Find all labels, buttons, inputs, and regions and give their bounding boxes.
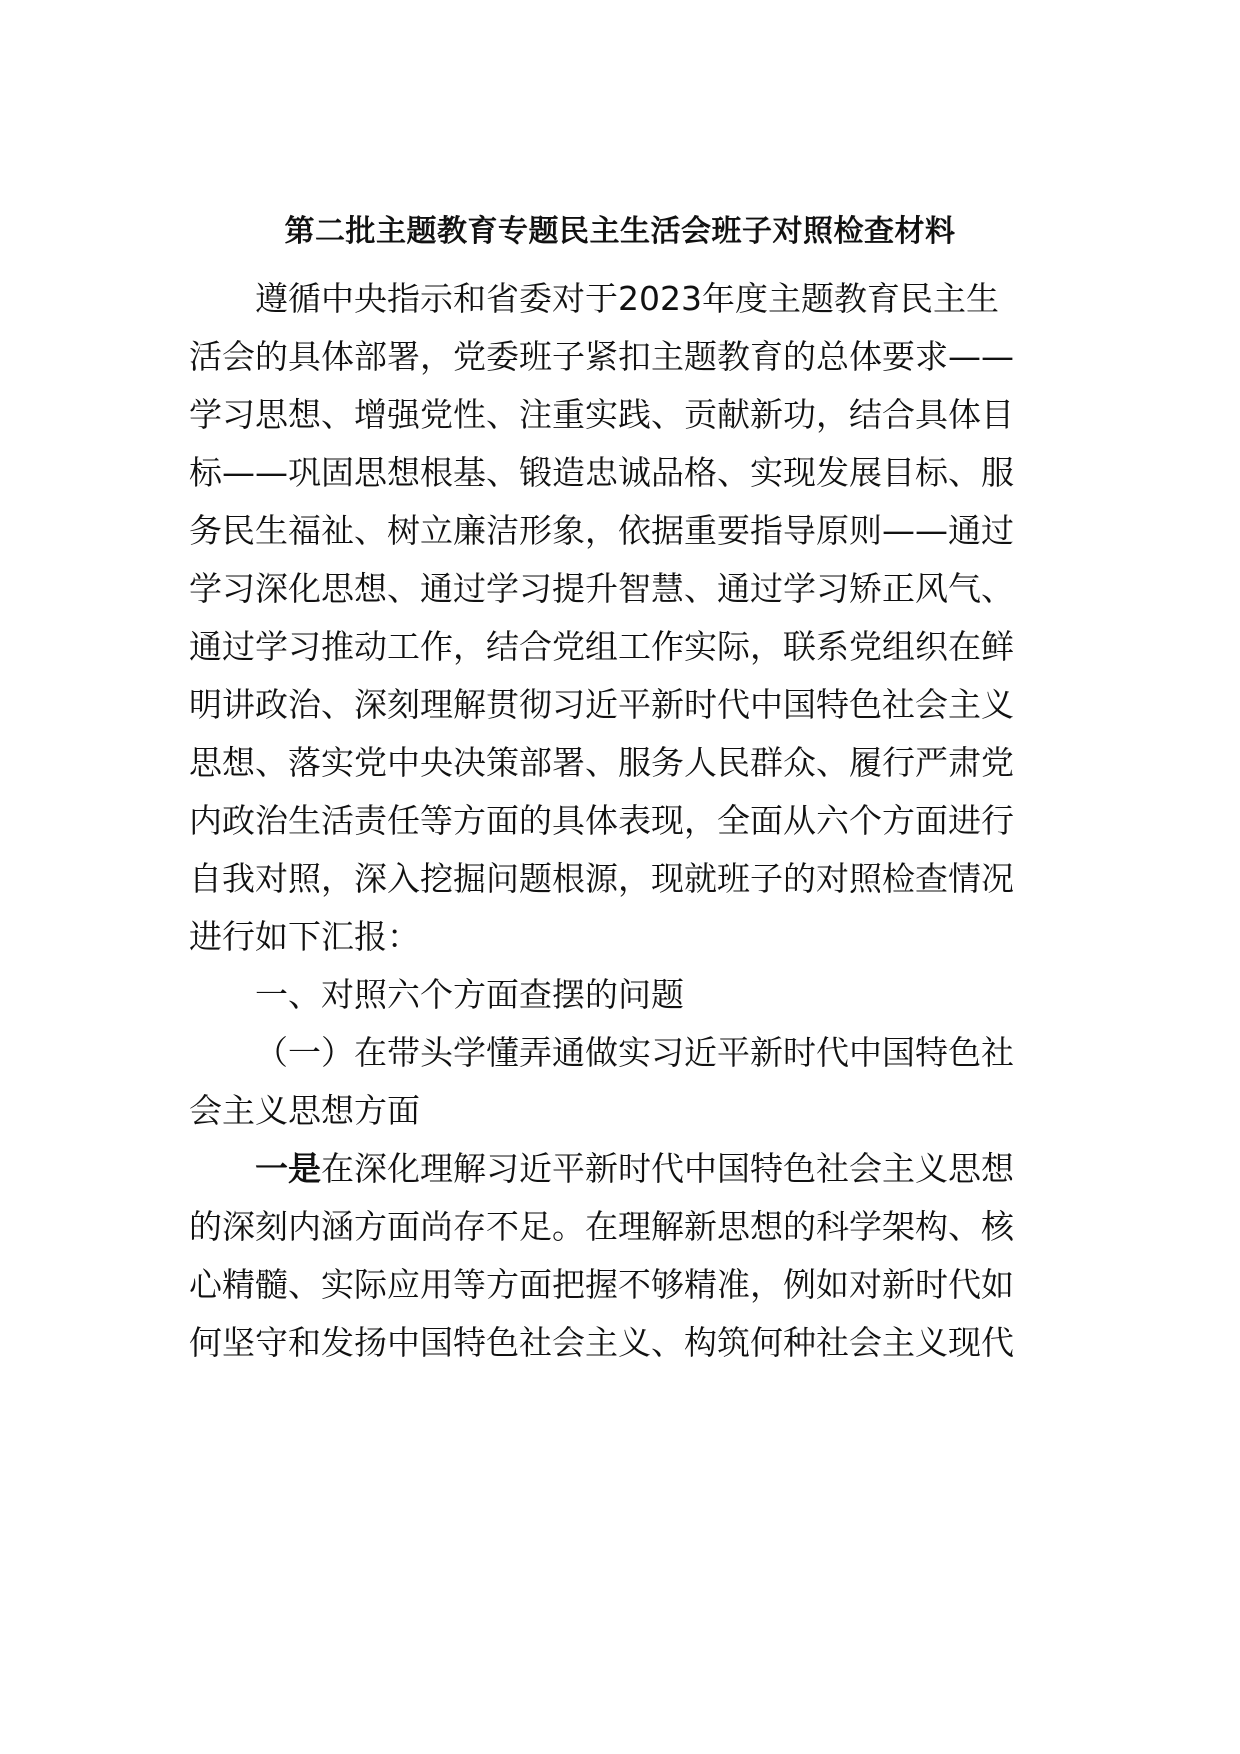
- paragraph-line: 自我对照，深入挖掘问题根源，现就班子的对照检查情况: [189, 859, 1014, 898]
- paragraph-line: 内政治生活责任等方面的具体表现，全面从六个方面进行: [189, 801, 1014, 840]
- paragraph-line: 进行如下汇报：: [189, 917, 420, 956]
- point-first-line: [255, 1147, 1014, 1191]
- paragraph-line: 学习思想、增强党性、注重实践、贡献新功，结合具体目: [189, 395, 1014, 434]
- point-label: 一是: [255, 1149, 321, 1188]
- paragraph-line: 的深刻内涵方面尚存不足。在理解新思想的科学架构、核: [189, 1207, 1014, 1246]
- subsection-heading-line: （一）在带头学懂弄通做实习近平新时代中国特色社: [255, 1033, 1014, 1072]
- paragraph-line: 务民生福祉、树立廉洁形象，依据重要指导原则——通过: [189, 511, 1014, 550]
- subsection-heading-line: 会主义思想方面: [189, 1091, 420, 1130]
- section-heading: 一、对照六个方面查摆的问题: [255, 975, 684, 1014]
- document-title: 第二批主题教育专题民主生活会班子对照检查材料: [284, 214, 956, 249]
- paragraph-line: 活会的具体部署，党委班子紧扣主题教育的总体要求——: [189, 337, 1014, 376]
- paragraph-line: 明讲政治、深刻理解贯彻习近平新时代中国特色社会主义: [189, 685, 1014, 724]
- paragraph-line: 通过学习推动工作，结合党组工作实际，联系党组织在鲜: [189, 627, 1014, 666]
- paragraph-line: 标——巩固思想根基、锻造忠诚品格、实现发展目标、服: [189, 453, 1014, 492]
- paragraph-line: 心精髓、实际应用等方面把握不够精准，例如对新时代如: [189, 1265, 1014, 1304]
- point-first-line-text: 在深化理解习近平新时代中国特色社会主义思想: [321, 1149, 1014, 1188]
- paragraph-line: 遵循中央指示和省委对于2023年度主题教育民主生: [255, 279, 999, 318]
- paragraph-line: 何坚守和发扬中国特色社会主义、构筑何种社会主义现代: [189, 1323, 1014, 1362]
- paragraph-line: 学习深化思想、通过学习提升智慧、通过学习矫正风气、: [189, 569, 1014, 608]
- paragraph-line: 思想、落实党中央决策部署、服务人民群众、履行严肃党: [189, 743, 1014, 782]
